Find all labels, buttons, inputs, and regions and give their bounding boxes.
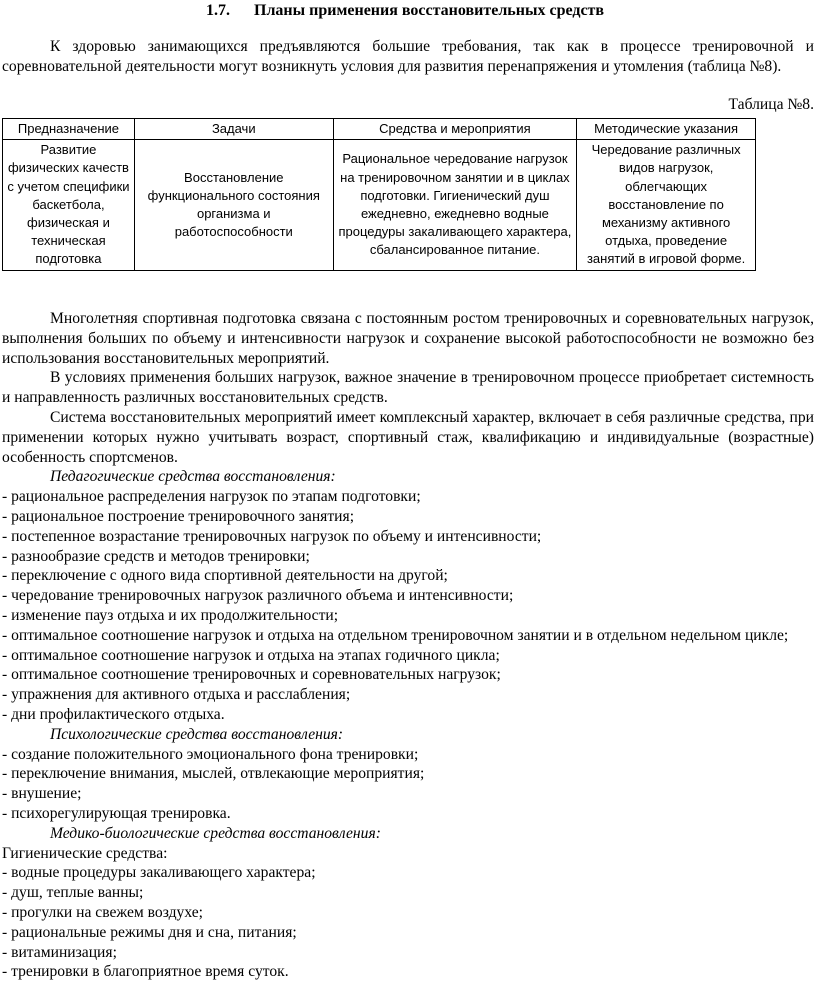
body-text: [2, 309, 814, 982]
list-item: - разнообразие средств и методов тренировки;: [2, 547, 310, 565]
intro-paragraph: К здоровью занимающихся предъявляются большие требования, так как в процессе тренировочной и соревновательной деятельности могут возникнуть условия для развития перенапряжения и утомления (таблица №8).: [2, 38, 814, 75]
list-item: - тренировки в благоприятное время суток.: [2, 963, 289, 981]
pedagogical-heading: Педагогические средства восстановления:: [50, 468, 336, 486]
hygiene-subheading: Гигиенические средства:: [2, 844, 168, 862]
list-item: - чередование тренировочных нагрузок различного объема и интенсивности;: [2, 587, 514, 605]
paragraph: Система восстановительных мероприятий имеет комплексный характер, включает в себя различные средства, при применении которых нужно учитывать возраст, спортивный стаж, квалификацию и индивидуальные (возрастные) особенность спортсменов.: [2, 408, 814, 466]
list-item: - оптимальное соотношение нагрузок и отдыха на отдельном тренировочном занятии и в отдельном недельном цикле;: [2, 626, 789, 644]
list-item: - рациональные режимы дня и сна, питания;: [2, 923, 297, 941]
list-item: - дни профилактического отдыха.: [2, 705, 225, 723]
table-caption: Таблица №8.: [728, 96, 814, 113]
column-header-guidelines: Методические указания: [577, 119, 756, 140]
list-item: - переключение с одного вида спортивной деятельности на другой;: [2, 567, 448, 585]
list-item: - изменение пауз отдыха и их продолжительности;: [2, 606, 339, 624]
table-cell-means: Рациональное чередование нагрузок на тренировочном занятии и в циклах подготовки. Гигиенический душ ежедневно, ежедневно водные процедуры закаливающего характера, сбалансированное питание.: [333, 140, 577, 270]
list-item: - переключение внимания, мыслей, отвлекающие мероприятия;: [2, 765, 425, 783]
column-header-purpose: Предназначение: [3, 119, 135, 140]
list-item: - постепенное возрастание тренировочных нагрузок по объему и интенсивности;: [2, 527, 542, 545]
list-item: - оптимальное соотношение тренировочных и соревновательных нагрузок;: [2, 666, 501, 684]
paragraph: В условиях применения больших нагрузок, важное значение в тренировочном процессе приобретает системность и направленность различных восстановительных средств.: [2, 369, 814, 407]
section-heading: [206, 2, 604, 20]
list-item: - рациональное построение тренировочного занятия;: [2, 507, 355, 525]
list-item: - рациональное распределения нагрузок по этапам подготовки;: [2, 488, 421, 506]
recovery-plan-table: [2, 118, 756, 271]
list-item: - водные процедуры закаливающего характера;: [2, 864, 316, 882]
list-item: - душ, теплые ванны;: [2, 884, 144, 902]
column-header-tasks: Задачи: [134, 119, 333, 140]
list-item: - создание положительного эмоционального фона тренировки;: [2, 745, 419, 763]
section-number: 1.7.: [206, 2, 230, 19]
psychological-heading: Психологические средства восстановления:: [50, 725, 344, 743]
list-item: - витаминизация;: [2, 943, 117, 961]
table-cell-purpose: Развитие физических качеств с учетом специфики баскетбола, физическая и техническая подготовка: [3, 140, 135, 270]
column-header-means: Средства и мероприятия: [333, 119, 577, 140]
paragraph: Многолетняя спортивная подготовка связана с постоянным ростом тренировочных и соревновательных нагрузок, выполнения больших по объему и интенсивности нагрузок и сохранение высокой работоспособности не возможно без использования восстановительных мероприятий.: [2, 310, 814, 367]
section-title: Планы применения восстановительных средств: [254, 2, 605, 19]
list-item: - упражнения для активного отдыха и расслабления;: [2, 686, 351, 704]
list-item: - внушение;: [2, 785, 82, 803]
list-item: - прогулки на свежем воздухе;: [2, 903, 203, 921]
list-item: - оптимальное соотношение нагрузок и отдыха на этапах годичного цикла;: [2, 646, 500, 664]
table-cell-tasks: Восстановление функционального состояния организма и работоспособности: [134, 140, 333, 270]
table-row: [3, 140, 756, 270]
medical-heading: Медико-биологические средства восстановления:: [50, 824, 381, 842]
list-item: - психорегулирующая тренировка.: [2, 804, 231, 822]
table-cell-guidelines: Чередование различных видов нагрузок, облегчающих восстановление по механизму активного отдыха, проведение занятий в игровой форме.: [577, 140, 756, 270]
table-header-row: [3, 119, 756, 140]
